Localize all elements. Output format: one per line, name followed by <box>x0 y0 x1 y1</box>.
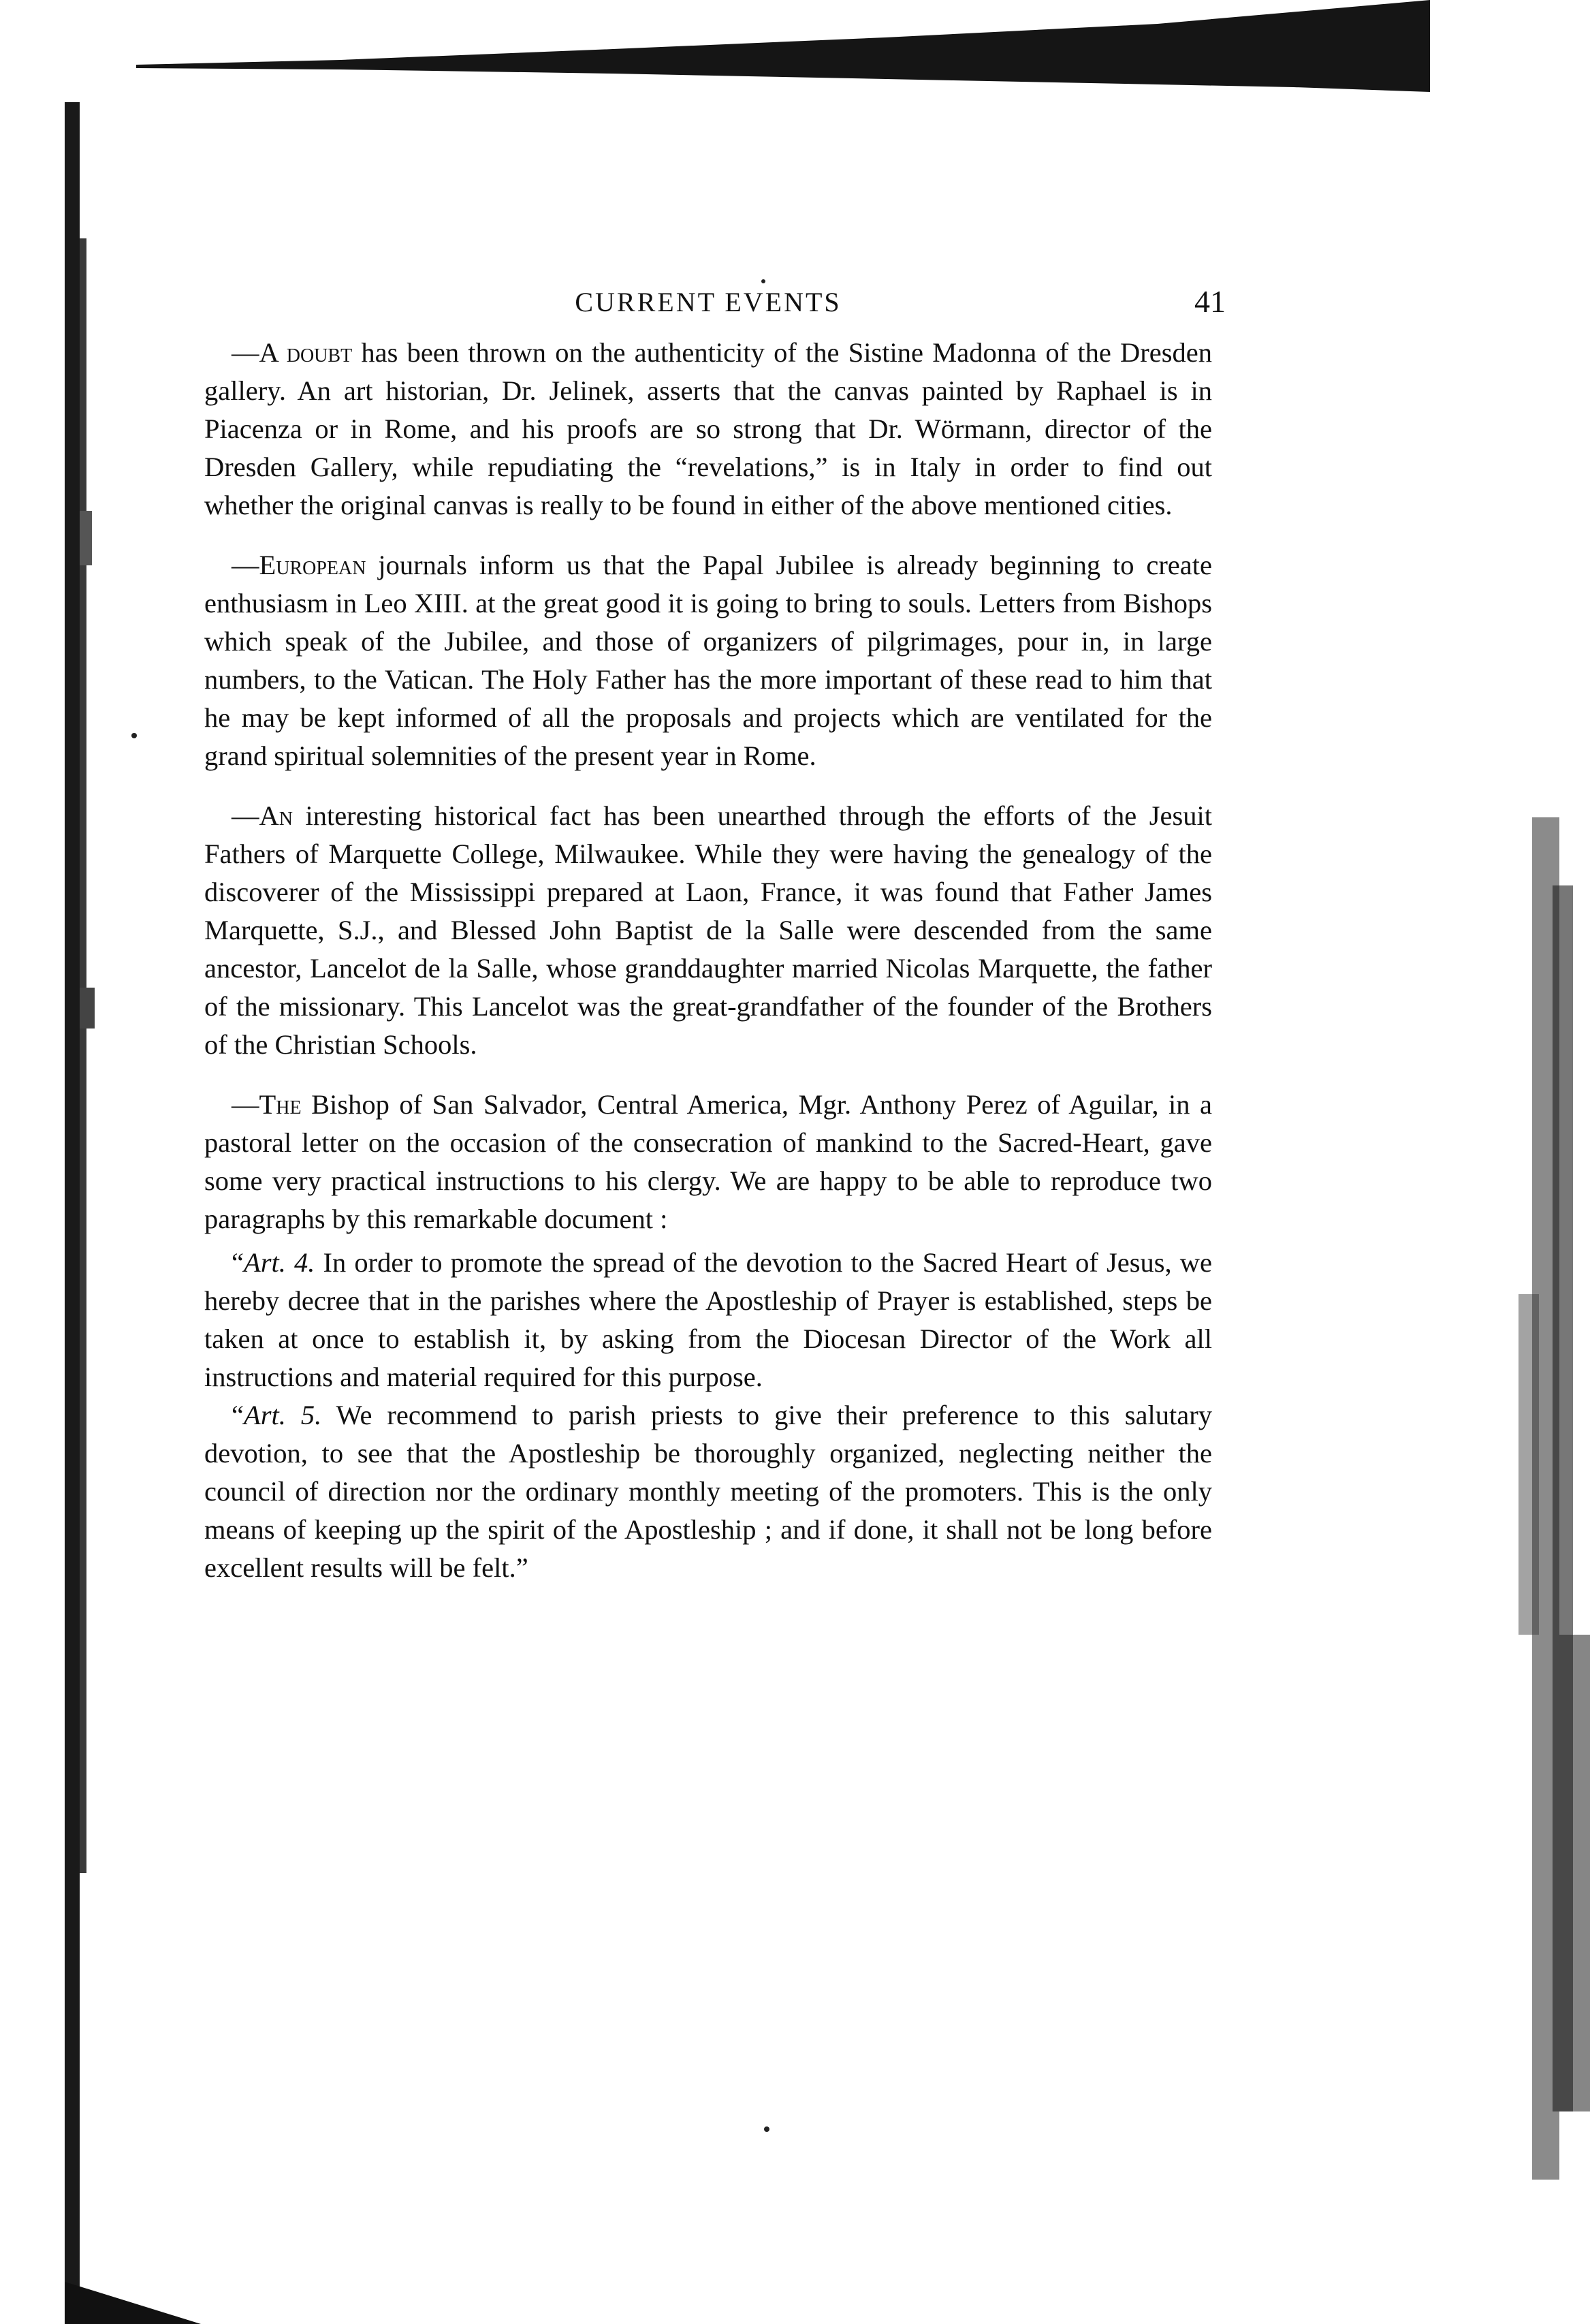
scan-edge-left <box>65 102 201 2324</box>
paragraph-lead: —An <box>232 800 293 831</box>
paragraph-lead: —The <box>232 1089 302 1120</box>
paragraph-lead: —A doubt <box>232 337 353 368</box>
quoted-text: In order to promote the spread of the devotion to the Sacred Heart of Jesus, we hereby decree that in the parishes where the Apostleship of Prayer is established, steps be taken at once to establish it, by asking from the Diocesan Director of the Work all instructions and material required for this purpose. <box>204 1247 1212 1392</box>
stray-mark <box>131 733 137 738</box>
paragraph <box>204 334 1212 524</box>
article-body <box>204 334 1212 1587</box>
stray-mark <box>764 2126 769 2132</box>
paragraph-lead: —European <box>232 550 366 580</box>
paragraph-text: journals inform us that the Papal Jubilee is already beginning to create enthusiasm in Leo XIII. at the great good it is going to bring to souls. Letters from Bishops which speak of the Jubilee, and those of organizers of pilgrimages, pour in, in large numbers, to the Vatican. The Holy Father has the more important of these read to him that he may be kept informed of all the proposals and projects which are ventilated for the grand spiritual solemnities of the present year in Rome. <box>204 550 1212 771</box>
paragraph-text: has been thrown on the authenticity of the Sistine Madonna of the Dresden gallery. An art historian, Dr. Jelinek, asserts that the canvas painted by Raphael is in Piacenza or in Rome, and his proofs are so strong that Dr. Wörmann, director of the Dresden Gallery, while repudiating the “revelations,” is in Italy in order to find out whether the original canvas is really to be found in either of the above mentioned cities. <box>204 337 1212 520</box>
paragraph <box>204 546 1212 775</box>
scan-edge-top <box>136 0 1430 102</box>
paragraph-text: interesting historical fact has been unearthed through the efforts of the Jesuit Fathers of Marquette College, Milwaukee. While they were having the genealogy of the discoverer of the Mississippi prepared at Laon, France, it was found that Father James Marquette, S.J., and Blessed John Baptist de la Salle were descended from the same ancestor, Lancelot de la Salle, whose granddaughter married Nicolas Marquette, the father of the missionary. This Lancelot was the great-grandfather of the founder of the Brothers of the Christian Schools. <box>204 800 1212 1060</box>
quoted-document <box>204 1244 1212 1587</box>
quoted-article <box>204 1244 1212 1396</box>
article-label: Art. 4. <box>243 1247 315 1278</box>
scan-edge-right <box>1450 817 1590 2180</box>
quoted-article <box>204 1396 1212 1587</box>
running-title: CURRENT EVENTS <box>575 287 842 317</box>
quoted-text: We recommend to parish priests to give their preference to this salutary devotion, to see that the Apostleship be thoroughly organized, neglecting neither the council of direction nor the ordinary monthly meeting of the promoters. This is the only means of keeping up the spirit of the Apostleship ; and if done, it shall not be long before excellent results will be felt.” <box>204 1400 1212 1583</box>
quote-open: “ <box>232 1247 244 1278</box>
paragraph <box>204 1086 1212 1238</box>
stray-mark <box>761 279 765 283</box>
paragraph <box>204 797 1212 1064</box>
book-page <box>204 284 1226 1587</box>
page-number: 41 <box>1194 284 1226 319</box>
running-head <box>204 284 1226 334</box>
quote-open: “ <box>232 1400 244 1430</box>
article-label: Art. 5. <box>243 1400 322 1430</box>
paragraph-text: Bishop of San Salvador, Central America, Mgr. Anthony Perez of Aguilar, in a pastoral letter on the occasion of the consecration of mankind to the Sacred-Heart, gave some very practical instructions to his clergy. We are happy to be able to reproduce two paragraphs by this remarkable document : <box>204 1089 1212 1234</box>
